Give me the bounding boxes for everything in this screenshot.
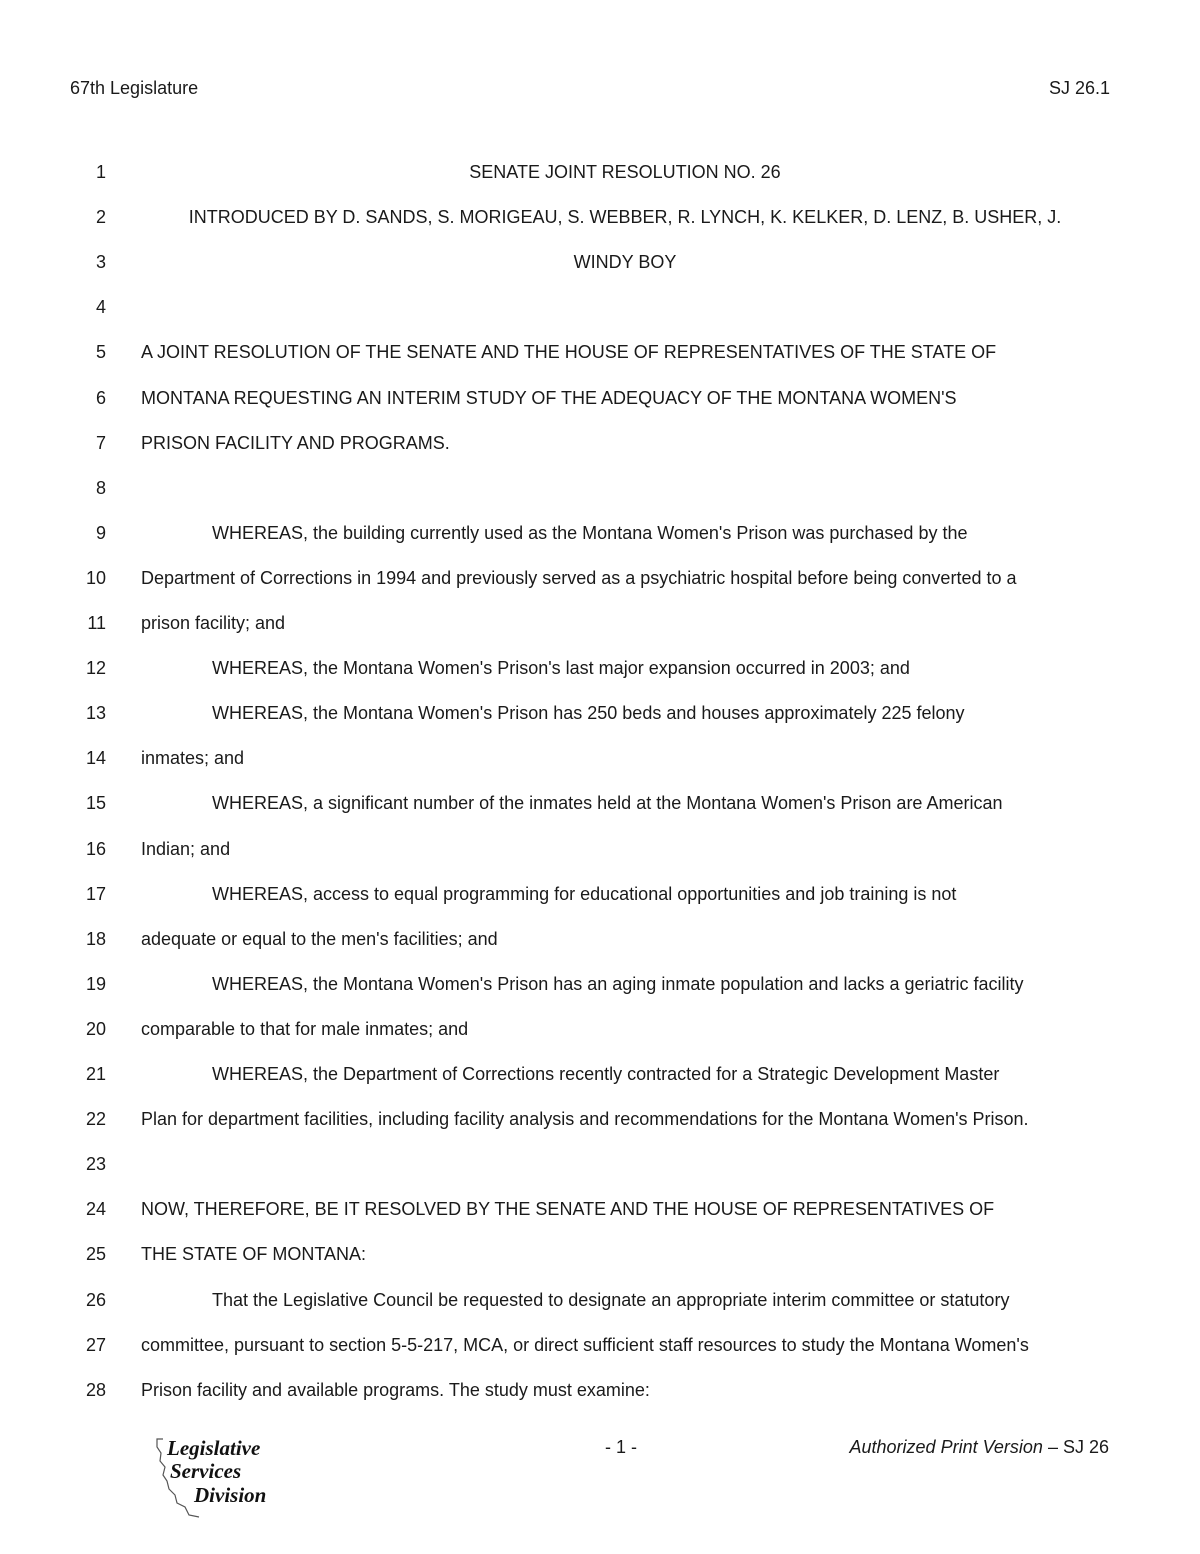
document-line (0, 700, 1200, 726)
authorized-print-version (850, 1437, 1109, 1458)
line-number: 8 (95, 477, 106, 498)
line-number: 22 (85, 1109, 106, 1130)
document-line (0, 971, 1200, 997)
document-line (0, 1332, 1200, 1358)
line-number: 9 (95, 522, 106, 543)
document-line (0, 430, 1200, 456)
bill-version-label: SJ 26.1 (1048, 78, 1110, 98)
line-text: NOW, THEREFORE, BE IT RESOLVED BY THE SENATE AND THE HOUSE OF REPRESENTATIVES OF (141, 1199, 995, 1220)
document-line (0, 790, 1200, 816)
line-text: WHEREAS, the Montana Women's Prison has an aging inmate population and lacks a geriatric facility (212, 973, 1024, 994)
document-line (0, 836, 1200, 862)
line-text: prison facility; and (141, 613, 286, 633)
document-line (0, 339, 1200, 365)
line-number: 16 (85, 838, 106, 859)
line-number: 1 (95, 162, 106, 182)
line-text: WHEREAS, access to equal programming for educational opportunities and job training is not (212, 883, 957, 904)
line-number: 6 (95, 387, 106, 408)
document-line (0, 610, 1200, 636)
line-number: 10 (85, 567, 106, 588)
line-number: 19 (85, 973, 106, 994)
line-number: 12 (85, 658, 106, 679)
document-line (0, 1241, 1200, 1267)
document-line (0, 1287, 1200, 1313)
line-number: 20 (85, 1018, 106, 1039)
legislature-label: 67th Legislature (70, 78, 199, 98)
line-number: 24 (85, 1199, 106, 1220)
lsd-logo (155, 1437, 295, 1517)
document-line (0, 1196, 1200, 1222)
line-number: 21 (85, 1064, 106, 1084)
auth-label: Authorized Print Version (849, 1437, 1043, 1457)
line-text: WHEREAS, the Montana Women's Prison has 250 beds and houses approximately 225 felony (212, 703, 965, 724)
document-line (0, 1106, 1200, 1132)
document-line (0, 475, 1200, 501)
document-line (0, 1151, 1200, 1177)
document-line (0, 204, 1200, 230)
auth-separator: – (1042, 1437, 1063, 1457)
document-line (0, 926, 1200, 952)
document-line (0, 745, 1200, 771)
line-number: 17 (85, 883, 106, 904)
line-number: 7 (95, 432, 106, 453)
line-number: 3 (95, 252, 106, 273)
document-line (0, 1377, 1200, 1403)
line-number: 11 (87, 613, 106, 633)
document-line (0, 565, 1200, 591)
document-line (0, 159, 1200, 185)
document-line (0, 385, 1200, 411)
auth-bill-id: SJ 26 (1062, 1437, 1109, 1457)
line-text: A JOINT RESOLUTION OF THE SENATE AND THE HOUSE OF REPRESENTATIVES OF THE STATE OF (141, 342, 997, 363)
line-number: 15 (85, 793, 106, 814)
line-text: WHEREAS, the Department of Corrections recently contracted for a Strategic Development Master (212, 1064, 1000, 1084)
line-text: WHEREAS, a significant number of the inmates held at the Montana Women's Prison are American (212, 793, 1003, 814)
line-text: WINDY BOY (573, 252, 677, 273)
document-line (0, 1061, 1200, 1087)
line-text: INTRODUCED BY D. SANDS, S. MORIGEAU, S. WEBBER, R. LYNCH, K. KELKER, D. LENZ, B. USHER, J. (188, 207, 1062, 228)
line-text: THE STATE OF MONTANA: (141, 1244, 366, 1265)
line-number: 13 (85, 703, 106, 724)
logo-line-legislative: Legislative (167, 1436, 261, 1460)
line-number: 14 (85, 748, 106, 769)
line-text: Indian; and (141, 838, 231, 859)
line-text: MONTANA REQUESTING AN INTERIM STUDY OF THE ADEQUACY OF THE MONTANA WOMEN'S (141, 387, 957, 408)
document-line (0, 294, 1200, 320)
line-text: That the Legislative Council be requested to designate an appropriate interim committee or statutory (212, 1289, 1010, 1310)
line-text: inmates; and (141, 748, 245, 769)
line-number: 26 (85, 1289, 106, 1310)
document-line (0, 249, 1200, 275)
line-text: comparable to that for male inmates; and (141, 1018, 469, 1039)
line-number: 25 (85, 1244, 106, 1265)
line-text: WHEREAS, the Montana Women's Prison's last major expansion occurred in 2003; and (212, 658, 910, 679)
line-text: WHEREAS, the building currently used as the Montana Women's Prison was purchased by the (212, 522, 968, 543)
line-number: 28 (85, 1379, 106, 1400)
line-number: 27 (85, 1334, 106, 1355)
line-text: Prison facility and available programs. The study must examine: (141, 1379, 650, 1400)
line-number: 23 (85, 1154, 106, 1175)
document-line (0, 1016, 1200, 1042)
line-text: committee, pursuant to section 5-5-217, MCA, or direct sufficient staff resources to study the Montana Women's (141, 1334, 1029, 1355)
document-line (0, 520, 1200, 546)
document-line (0, 655, 1200, 681)
line-text: Department of Corrections in 1994 and previously served as a psychiatric hospital before being converted to a (141, 567, 1017, 588)
line-number: 2 (95, 207, 106, 228)
line-text: adequate or equal to the men's facilities; and (141, 928, 498, 949)
line-number: 4 (95, 297, 106, 318)
logo-line-services: Services (170, 1459, 242, 1483)
line-text: SENATE JOINT RESOLUTION NO. 26 (469, 162, 781, 182)
line-number: 18 (85, 928, 106, 949)
line-number: 5 (95, 342, 106, 363)
page-number: - 1 - (605, 1437, 638, 1457)
line-text: PRISON FACILITY AND PROGRAMS. (141, 432, 450, 453)
line-text: Plan for department facilities, including facility analysis and recommendations for the Montana Women's Prison. (141, 1109, 1029, 1130)
document-line (0, 881, 1200, 907)
logo-line-division: Division (194, 1483, 267, 1507)
